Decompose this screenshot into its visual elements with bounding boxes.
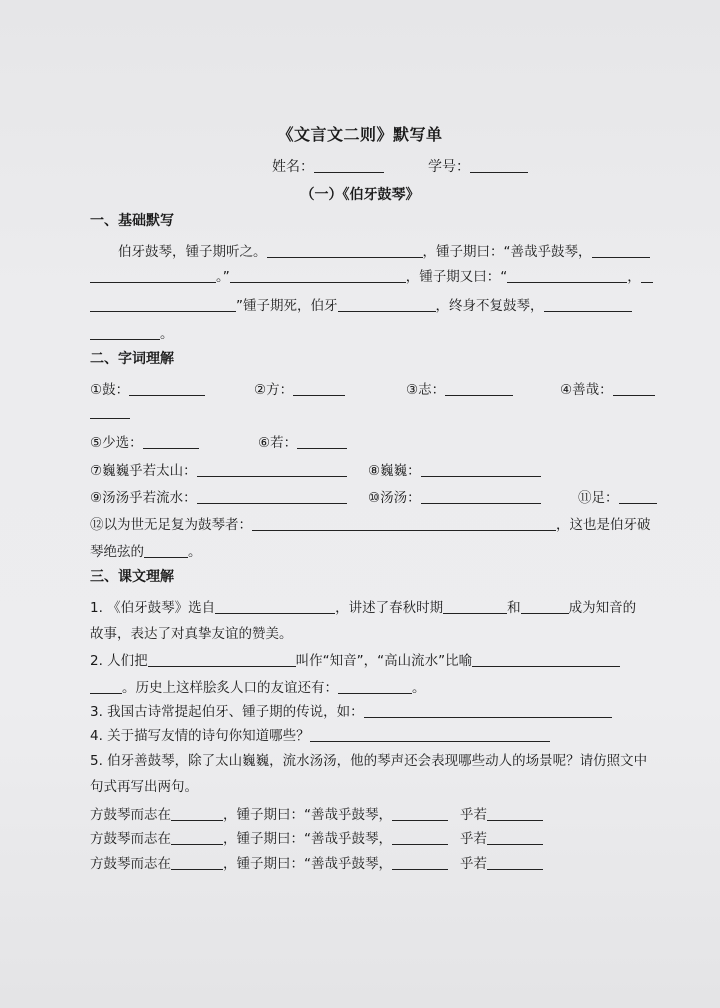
blank — [90, 297, 236, 312]
recite-line-1: 伯牙鼓琴，锺子期听之。 ，锺子期曰：“善哉乎鼓琴， — [118, 240, 650, 260]
section1-heading: 一、基础默写 — [90, 213, 174, 229]
blank — [544, 297, 632, 312]
blank — [364, 703, 612, 718]
blank — [230, 268, 406, 283]
blank — [297, 434, 347, 449]
blank — [338, 679, 412, 694]
comprehension-q2-continued: 。历史上这样脍炙人口的友谊还有： 。 — [90, 676, 426, 696]
blank — [392, 806, 448, 821]
comprehension-q5: 5. 伯牙善鼓琴，除了太山巍巍，流水汤汤，他的琴声还会表现哪些动人的场景呢？请仿照文中 — [90, 753, 648, 769]
blank — [129, 381, 205, 396]
blank — [267, 243, 423, 258]
blank — [613, 381, 655, 396]
blank — [148, 652, 296, 667]
comprehension-q3: 3. 我国古诗常提起伯牙、锺子期的传说，如： — [90, 700, 612, 720]
blank — [507, 268, 627, 283]
comprehension-q5-continued: 句式再写出两句。 — [90, 779, 198, 795]
name-blank — [314, 158, 384, 173]
blank — [521, 599, 569, 614]
vocab-item-6: ⑥若： — [258, 431, 347, 451]
name-label: 姓名： — [272, 159, 314, 175]
blank — [293, 381, 345, 396]
vocab-item-7: ⑦巍巍乎若太山： — [90, 459, 347, 479]
blank — [90, 679, 122, 694]
blank — [487, 855, 543, 870]
vocab-item-12-continued: 琴绝弦的 。 — [90, 544, 202, 560]
blank — [144, 543, 188, 558]
imitation-line-2: 方鼓琴而志在 ，锺子期曰：“善哉乎鼓琴， 乎若 — [90, 827, 543, 847]
blank — [421, 489, 541, 504]
student-id-blank — [470, 158, 528, 173]
blank — [445, 381, 513, 396]
blank — [215, 599, 335, 614]
blank — [487, 806, 543, 821]
comprehension-q2: 2. 人们把 叫作“知音”，“高山流水”比喻 — [90, 649, 620, 669]
section2-heading: 二、字词理解 — [90, 351, 174, 367]
comprehension-q1: 1. 《伯牙鼓琴》选自 ，讲述了春秋时期 和 成为知音的 — [90, 600, 637, 616]
blank — [487, 830, 543, 845]
blank — [392, 855, 448, 870]
student-id-field — [428, 156, 528, 176]
student-id-label: 学号： — [428, 159, 470, 175]
blank — [197, 489, 347, 504]
vocab-item-4-continued — [90, 404, 130, 421]
recite-line-3: ”锺子期死，伯牙 ，终身不复鼓琴， — [90, 294, 632, 314]
vocab-item-3: ③志： — [406, 378, 513, 398]
vocab-item-5: ⑤少选： — [90, 431, 199, 451]
page-title: 《文言文二则》默写单 — [277, 125, 443, 144]
vocab-item-11: ⑪足： — [578, 486, 657, 506]
blank — [90, 325, 160, 340]
vocab-item-4: ④善哉： — [560, 378, 655, 398]
vocab-item-2: ②方： — [254, 378, 345, 398]
recite-line-4: 。 — [90, 322, 174, 342]
blank — [90, 268, 216, 283]
blank — [472, 652, 620, 667]
vocab-item-10: ⑩汤汤： — [368, 486, 541, 506]
blank — [443, 599, 507, 614]
section3-heading: 三、课文理解 — [90, 569, 174, 585]
blank — [338, 297, 436, 312]
comprehension-q1-continued: 故事，表达了对真挚友谊的赞美。 — [90, 626, 293, 642]
imitation-line-3: 方鼓琴而志在 ，锺子期曰：“善哉乎鼓琴， 乎若 — [90, 852, 543, 872]
blank — [392, 830, 448, 845]
comprehension-q4: 4. 关于描写友情的诗句你知道哪些？ — [90, 724, 550, 744]
imitation-line-1: 方鼓琴而志在 ，锺子期曰：“善哉乎鼓琴， 乎若 — [90, 803, 543, 823]
blank — [171, 830, 223, 845]
blank — [171, 855, 223, 870]
recite-line-2: 。” ，锺子期又曰：“ ， — [90, 265, 653, 285]
blank — [171, 806, 223, 821]
blank — [197, 462, 347, 477]
blank — [641, 268, 653, 283]
blank — [592, 243, 650, 258]
blank — [90, 404, 130, 419]
section-subtitle: （一）《伯牙鼓琴》 — [300, 187, 420, 203]
vocab-item-12: ⑫以为世无足复为鼓琴者： ，这也是伯牙破 — [90, 517, 651, 533]
blank — [310, 727, 550, 742]
name-field — [272, 156, 384, 176]
blank — [421, 462, 541, 477]
vocab-item-9: ⑨汤汤乎若流水： — [90, 486, 347, 506]
blank — [252, 516, 556, 531]
vocab-item-8: ⑧巍巍： — [368, 459, 541, 479]
vocab-item-1: ①鼓： — [90, 378, 205, 398]
blank — [619, 489, 657, 504]
blank — [143, 434, 199, 449]
